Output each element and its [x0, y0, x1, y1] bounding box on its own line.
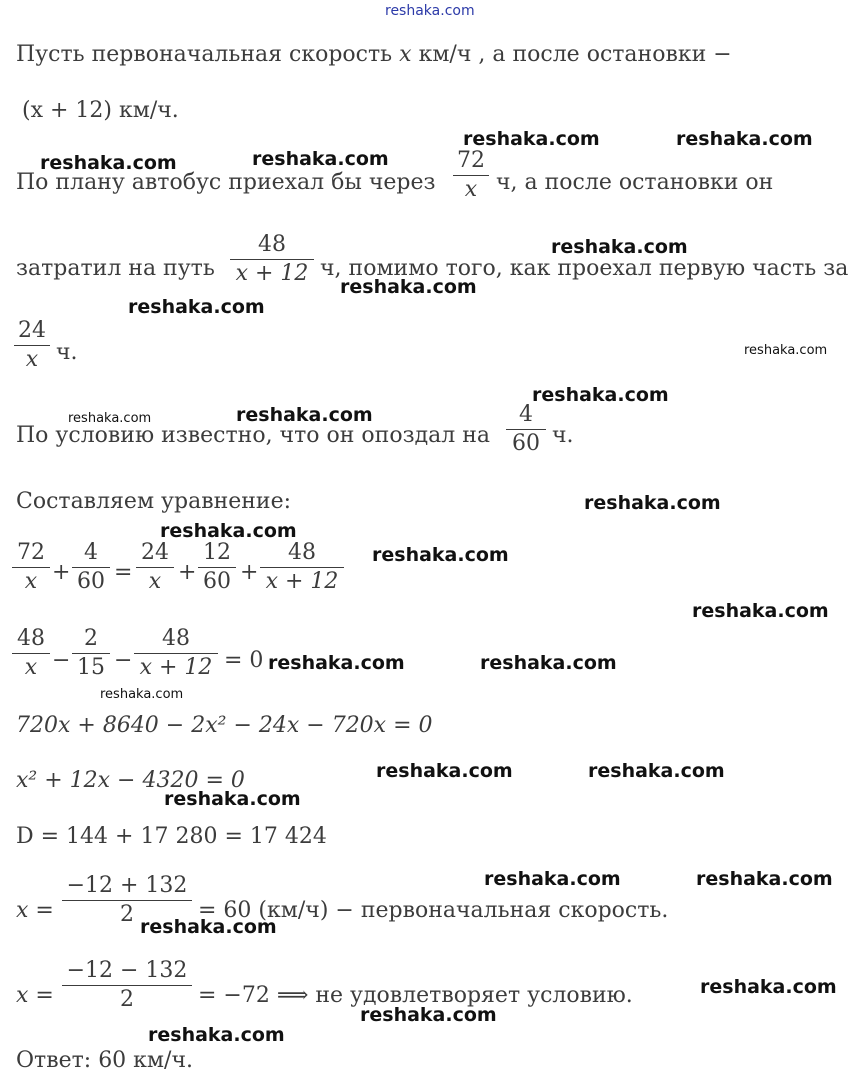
watermark: reshaka.com — [588, 760, 725, 782]
fraction-denominator: x — [24, 569, 38, 594]
eq1-fraction-5 — [260, 542, 344, 593]
fraction-numerator: 2 — [84, 626, 98, 651]
watermark: reshaka.com — [372, 544, 509, 566]
watermark: reshaka.com — [532, 384, 669, 406]
first-part-text-post: ч. — [56, 340, 78, 365]
fraction-numerator: 12 — [203, 540, 231, 565]
fraction-denominator: x — [148, 569, 162, 594]
intro-line-2: (x + 12) км/ч. — [22, 98, 179, 123]
fraction-numerator: 24 — [141, 540, 169, 565]
root2-rhs: = −72 ⟹ не удовлетворяет условию. — [198, 983, 633, 1008]
watermark: reshaka.com — [252, 148, 389, 170]
eq2-operator-2: − — [114, 648, 133, 673]
late-fraction — [506, 404, 546, 455]
answer: Ответ: 60 км/ч. — [16, 1048, 193, 1073]
fraction-denominator: x + 12 — [235, 261, 309, 286]
watermark: reshaka.com — [164, 788, 301, 810]
compose-heading: Составляем уравнение: — [16, 489, 292, 514]
fraction-denominator: x + 12 — [139, 655, 213, 680]
watermark: reshaka.com — [484, 868, 621, 890]
fraction-numerator: 72 — [457, 148, 485, 173]
fraction-numerator: 24 — [18, 318, 46, 343]
watermark: reshaka.com — [480, 652, 617, 674]
fraction-denominator: 2 — [120, 902, 134, 927]
fraction-numerator: 48 — [17, 626, 45, 651]
intro-variable: x — [399, 42, 412, 67]
eq2-tail: = 0 — [224, 648, 264, 673]
fraction-numerator: 4 — [519, 402, 533, 427]
spent-text-pre: затратил на путь — [16, 256, 215, 281]
spent-text-post: ч, помимо того, как проехал первую часть за — [320, 256, 849, 281]
first-part-fraction — [14, 320, 50, 371]
watermark: reshaka.com — [340, 276, 477, 298]
fraction-denominator: x — [24, 655, 38, 680]
fraction-numerator: 48 — [258, 232, 286, 257]
plan-text-post: ч, а после остановки он — [496, 170, 774, 195]
fraction-numerator: 4 — [84, 540, 98, 565]
root1-rhs: = 60 (км/ч) − первоначальная скорость. — [198, 898, 669, 923]
watermark: reshaka.com — [696, 868, 833, 890]
watermark: reshaka.com — [744, 343, 828, 358]
eq1-operator-3: + — [178, 560, 197, 585]
intro-line-1 — [16, 44, 732, 66]
watermark: reshaka.com — [584, 492, 721, 514]
fraction-denominator: 2 — [120, 987, 134, 1012]
fraction-denominator: 15 — [77, 655, 105, 680]
watermark: reshaka.com — [160, 520, 297, 542]
fraction-denominator: 60 — [203, 569, 231, 594]
root2-fraction — [62, 960, 192, 1011]
fraction-denominator: 60 — [512, 431, 540, 456]
intro-text-post: км/ч , а после остановки − — [411, 42, 732, 67]
watermark: reshaka.com — [385, 3, 475, 19]
watermark: reshaka.com — [360, 1004, 497, 1026]
eq4: x² + 12x − 4320 = 0 — [16, 768, 245, 793]
eq1-fraction-3 — [136, 542, 174, 593]
eq1-operator-2: = — [114, 560, 133, 585]
root1-lhs: x = — [16, 898, 54, 923]
fraction-denominator: 60 — [77, 569, 105, 594]
watermark: reshaka.com — [551, 236, 688, 258]
watermark: reshaka.com — [676, 128, 813, 150]
eq2-fraction-1 — [12, 628, 50, 679]
watermark: reshaka.com — [40, 152, 177, 174]
watermark: reshaka.com — [463, 128, 600, 150]
watermark: reshaka.com — [140, 916, 277, 938]
eq3: 720x + 8640 − 2x² − 24x − 720x = 0 — [16, 713, 433, 738]
fraction-numerator: 72 — [17, 540, 45, 565]
watermark: reshaka.com — [68, 411, 152, 426]
root2-lhs: x = — [16, 983, 54, 1008]
fraction-numerator: −12 − 132 — [66, 958, 188, 983]
eq2-fraction-3 — [134, 628, 218, 679]
eq1-operator-4: + — [240, 560, 259, 585]
watermark: reshaka.com — [236, 404, 373, 426]
fraction-numerator: −12 + 132 — [66, 873, 188, 898]
fraction-denominator: x — [25, 347, 39, 372]
watermark: reshaka.com — [148, 1024, 285, 1046]
plan-text-pre: По плану автобус приехал бы через — [16, 170, 436, 195]
watermark: reshaka.com — [376, 760, 513, 782]
watermark: reshaka.com — [700, 976, 837, 998]
fraction-numerator: 48 — [162, 626, 190, 651]
eq1-fraction-2 — [72, 542, 110, 593]
eq5-discriminant: D = 144 + 17 280 = 17 424 — [16, 824, 327, 849]
eq1-operator-1: + — [52, 560, 71, 585]
eq1-fraction-4 — [198, 542, 236, 593]
watermark: reshaka.com — [268, 652, 405, 674]
eq2-operator-1: − — [52, 648, 71, 673]
fraction-numerator: 48 — [288, 540, 316, 565]
eq2-fraction-2 — [72, 628, 110, 679]
watermark: reshaka.com — [128, 296, 265, 318]
spent-fraction — [230, 234, 314, 285]
plan-fraction — [453, 150, 489, 201]
watermark: reshaka.com — [100, 687, 184, 702]
fraction-denominator: x — [464, 177, 478, 202]
eq1-fraction-1 — [12, 542, 50, 593]
intro-text-pre: Пусть первоначальная скорость — [16, 42, 400, 67]
fraction-denominator: x + 12 — [265, 569, 339, 594]
watermark: reshaka.com — [692, 600, 829, 622]
late-text-pre: По условию известно, что он опоздал на — [16, 423, 490, 448]
late-text-post: ч. — [552, 423, 574, 448]
